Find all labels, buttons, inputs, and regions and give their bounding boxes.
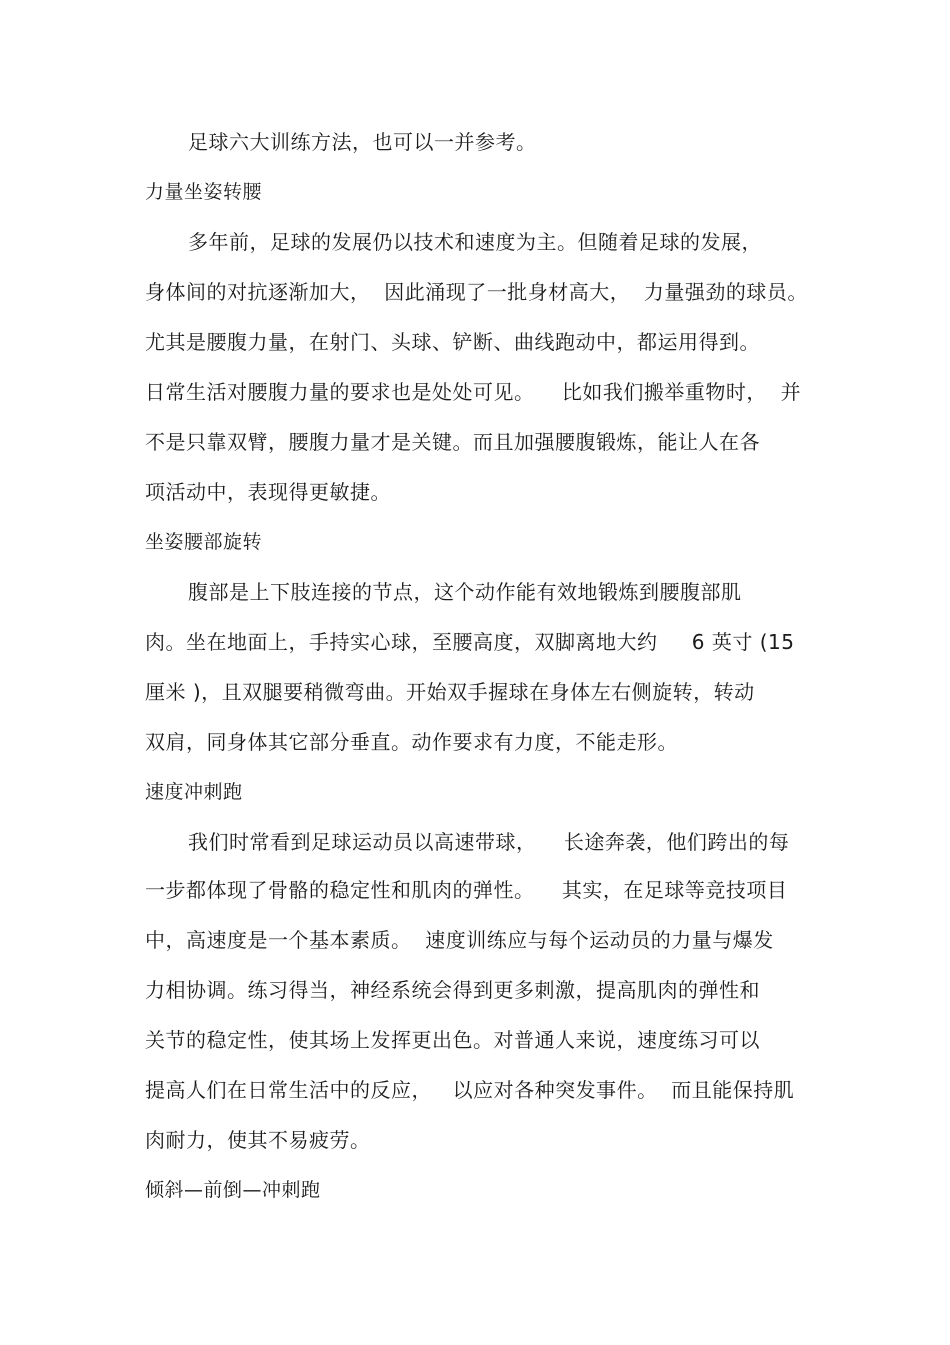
- paragraph-line: 中，高速度是一个基本素质。 速度训练应与每个运动员的力量与爆发: [145, 928, 774, 952]
- section-heading: 坐姿腰部旋转: [145, 531, 263, 553]
- section-heading: 倾斜—前倒—冲刺跑: [145, 1179, 321, 1201]
- paragraph-line: 一步都体现了骨骼的稳定性和肌肉的弹性。 其实，在足球等竞技项目: [145, 878, 788, 902]
- paragraph-line: 肉耐力，使其不易疲劳。: [145, 1128, 371, 1152]
- paragraph-line: 腹部是上下肢连接的节点，这个动作能有效地锻炼到腰腹部肌: [188, 580, 742, 604]
- paragraph-line: 关节的稳定性，使其场上发挥更出色。对普通人来说，速度练习可以: [145, 1028, 760, 1052]
- paragraph-line: 多年前，足球的发展仍以技术和速度为主。但随着足球的发展，: [188, 230, 762, 254]
- paragraph-line: 提高人们在日常生活中的反应， 以应对各种突发事件。 而且能保持肌: [145, 1078, 795, 1102]
- paragraph-line: 力相协调。练习得当，神经系统会得到更多刺激，提高肌肉的弹性和: [145, 978, 760, 1002]
- paragraph-line: 项活动中，表现得更敏捷。: [145, 480, 391, 504]
- section-heading: 力量坐姿转腰: [145, 181, 263, 203]
- paragraph-line: 双肩，同身体其它部分垂直。动作要求有力度，不能走形。: [145, 730, 678, 754]
- section-heading: 速度冲刺跑: [145, 781, 243, 803]
- paragraph-line: 厘米 )，且双腿要稍微弯曲。开始双手握球在身体左右侧旋转，转动: [145, 680, 755, 704]
- paragraph-line: 日常生活对腰腹力量的要求也是处处可见。 比如我们搬举重物时， 并: [145, 380, 802, 404]
- paragraph-line: 足球六大训练方法，也可以一并参考。: [188, 130, 537, 154]
- paragraph-line: 我们时常看到足球运动员以高速带球， 长途奔袭，他们跨出的每: [188, 830, 790, 854]
- paragraph-line: 尤其是腰腹力量，在射门、头球、铲断、曲线跑动中，都运用得到。: [145, 330, 760, 354]
- paragraph-line: 身体间的对抗逐渐加大， 因此涌现了一批身材高大， 力量强劲的球员。: [145, 280, 808, 304]
- paragraph-line: 不是只靠双臂，腰腹力量才是关键。而且加强腰腹锻炼，能让人在各: [145, 430, 760, 454]
- paragraph-line: 肉。坐在地面上，手持实心球，至腰高度，双脚离地大约 6 英寸 (15: [145, 630, 795, 654]
